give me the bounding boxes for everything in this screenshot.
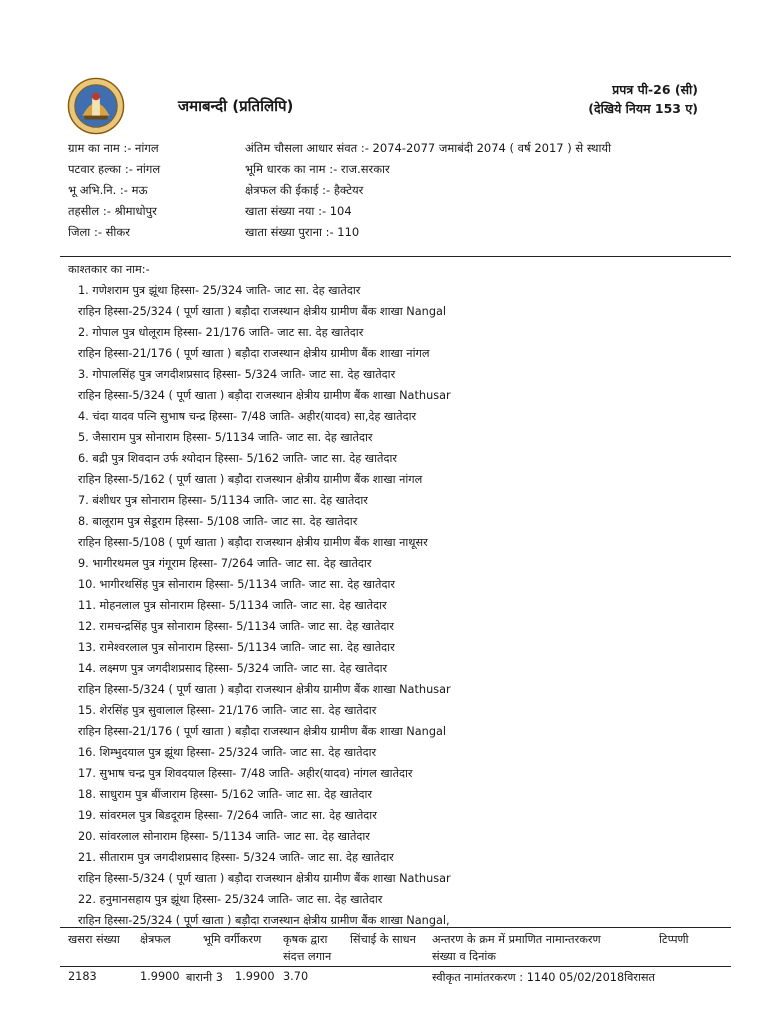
list-item: 6. बद्री पुत्र शिवदान उर्फ श्योदान हिस्सा- 5/162 जाति- जाट सा. देह खातेदार [78,452,398,465]
header-area: क्षेत्रफल [140,933,171,946]
list-item: राहिन हिस्सा-25/324 ( पूर्ण खाता ) बड़ौदा राजस्थान क्षेत्रीय ग्रामीण बैंक शाखा Nangal [78,305,447,318]
list-item: राहिन हिस्सा-25/324 ( पूर्ण खाता ) बड़ौदा राजस्थान क्षेत्रीय ग्रामीण बैंक शाखा Nangal, [78,914,450,927]
khata-number-new: खाता संख्या नया :- 104 [245,204,352,218]
list-item: राहिन हिस्सा-5/108 ( पूर्ण खाता ) बड़ौदा राजस्थान क्षेत्रीय ग्रामीण बैंक शाखा नाथूसर [78,536,428,549]
list-item: 7. बंशीधर पुत्र सोनाराम हिस्सा- 5/1134 जाति- जाट सा. देह खातेदार [78,494,368,507]
landholder-name: भूमि धारक का नाम :- राज.सरकार [245,162,390,176]
list-item: 17. सुभाष चन्द्र पुत्र शिवदयाल हिस्सा- 7/48 जाति- अहीर(यादव) नांगल खातेदार [78,767,413,780]
header-land-class: भूमि वर्गीकरण [203,933,262,946]
header-mutation-line2: संख्या व दिनांक [432,950,496,963]
list-item: 3. गोपालसिंह पुत्र जगदीशप्रसाद हिस्सा- 5/324 जाति- जाट सा. देह खातेदार [78,368,396,381]
header-mutation [432,931,601,965]
list-item: 20. सांवरलाल सोनाराम हिस्सा- 5/1134 जाति- जाट सा. देह खातेदार [78,830,370,843]
divider [60,256,731,257]
list-item: 13. रामेश्वरलाल पुत्र सोनाराम हिस्सा- 5/1134 जाति- जाट सा. देह खातेदार [78,641,395,654]
header-khasra: खसरा संख्या [68,933,120,946]
village-name: ग्राम का नाम :- नांगल [68,141,159,155]
header-mutation-line1: अन्तरण के क्रम में प्रमाणित नामान्तरकरण [432,933,601,946]
list-item: 14. लक्ष्मण पुत्र जगदीशप्रसाद हिस्सा- 5/324 जाति- जाट सा. देह खातेदार [78,662,388,675]
account-info [245,138,611,243]
list-item: 22. हनुमानसहाय पुत्र झूंथा हिस्सा- 25/324 जाति- जाट सा. देह खातेदार [78,893,383,906]
rule-reference: (देखिये नियम 153 ए) [588,101,698,116]
form-code: प्रपत्र पी-26 (सी) [612,82,698,97]
table-header-divider [60,966,731,967]
cell-mutation: स्वीकृत नामांतरकरण : 1140 05/02/2018विरासत [432,971,655,984]
header-remarks: टिप्पणी [659,933,689,946]
header-rent-line2: संदत्त लगान [283,950,332,963]
header-rent [283,931,331,965]
list-item: 5. जैसाराम पुत्र सोनाराम हिस्सा- 5/1134 जाति- जाट सा. देह खातेदार [78,431,373,444]
tehsil: तहसील :- श्रीमाधोपुर [68,204,157,218]
khata-number-old: खाता संख्या पुराना :- 110 [245,225,360,239]
cultivator-list [68,280,451,931]
list-item: 9. भागीरथमल पुत्र गंगूराम हिस्सा- 7/264 जाति- जाट सा. देह खातेदार [78,557,372,570]
list-item: राहिन हिस्सा-5/324 ( पूर्ण खाता ) बड़ौदा राजस्थान क्षेत्रीय ग्रामीण बैंक शाखा Nathusar [78,872,451,885]
cell-land-class: बारानी 3 [186,971,223,984]
list-item: 8. बालूराम पुत्र सेडूराम हिस्सा- 5/108 जाति- जाट सा. देह खातेदार [78,515,358,528]
list-item: 16. शिम्भुदयाल पुत्र झूंथा हिस्सा- 25/324 जाति- जाट सा. देह खातेदार [78,746,377,759]
cultivators-section [68,259,451,931]
header-rent-line1: कृषक द्वारा [283,933,328,946]
form-reference [588,80,698,118]
list-item: राहिन हिस्सा-5/324 ( पूर्ण खाता ) बड़ौदा राजस्थान क्षेत्रीय ग्रामीण बैंक शाखा Nathusar [78,389,451,402]
list-item: राहिन हिस्सा-5/324 ( पूर्ण खाता ) बड़ौदा राजस्थान क्षेत्रीय ग्रामीण बैंक शाखा Nathusar [78,683,451,696]
list-item: राहिन हिस्सा-21/176 ( पूर्ण खाता ) बड़ौदा राजस्थान क्षेत्रीय ग्रामीण बैंक शाखा Nangal [78,725,447,738]
list-item: 12. रामचन्द्रसिंह पुत्र सोनाराम हिस्सा- 5/1134 जाति- जाट सा. देह खातेदार [78,620,394,633]
cell-land-area: 1.9900 [235,970,275,983]
table-top-border [60,927,731,928]
list-item: 4. चंदा यादव पत्नि सुभाष चन्द्र हिस्सा- 7/48 जाति- अहीर(यादव) सा,देह खातेदार [78,410,417,423]
document-title: जमाबन्दी (प्रतिलिपि) [178,97,294,115]
list-item: राहिन हिस्सा-5/162 ( पूर्ण खाता ) बड़ौदा राजस्थान क्षेत्रीय ग्रामीण बैंक शाखा नांगल [78,473,423,486]
district: जिला :- सीकर [68,225,130,239]
list-item: 19. सांवरमल पुत्र बिडदूराम हिस्सा- 7/264 जाति- जाट सा. देह खातेदार [78,809,377,822]
patwar-halka: पटवार हल्का :- नांगल [68,162,161,176]
government-seal-icon [67,77,125,135]
cultivators-heading: काश्तकार का नाम:- [68,263,150,276]
list-item: 15. शेरसिंह पुत्र सुवालाल हिस्सा- 21/176 जाति- जाट सा. देह खातेदार [78,704,377,717]
list-item: 10. भागीरथसिंह पुत्र सोनाराम हिस्सा- 5/1134 जाति- जाट सा. देह खातेदार [78,578,396,591]
location-info [68,138,160,243]
list-item: 21. सीताराम पुत्र जगदीशप्रसाद हिस्सा- 5/324 जाति- जाट सा. देह खातेदार [78,851,394,864]
list-item: 11. मोहनलाल पुत्र सोनाराम हिस्सा- 5/1134 जाति- जाट सा. देह खातेदार [78,599,387,612]
list-item: 1. गणेशराम पुत्र झूंथा हिस्सा- 25/324 जाति- जाट सा. देह खातेदार [78,284,361,297]
cell-khasra: 2183 [68,970,97,983]
list-item: 18. साधुराम पुत्र बींजाराम हिस्सा- 5/162 जाति- जाट सा. देह खातेदार [78,788,373,801]
settlement-basis: अंतिम चौसला आधार संवत :- 2074-2077 जमाबंदी 2074 ( वर्ष 2017 ) से स्थायी [245,141,612,155]
header-irrigation: सिंचाई के साधन [350,933,416,946]
area-unit: क्षेत्रफल की ईकाई :- हैक्टेयर [245,183,364,197]
land-record-inspector: भू अभि.नि. :- मऊ [68,183,148,197]
list-item: 2. गोपाल पुत्र धोलूराम हिस्सा- 21/176 जाति- जाट सा. देह खातेदार [78,326,364,339]
cell-rent: 3.70 [283,970,309,983]
list-item: राहिन हिस्सा-21/176 ( पूर्ण खाता ) बड़ौदा राजस्थान क्षेत्रीय ग्रामीण बैंक शाखा नांगल [78,347,430,360]
cell-area: 1.9900 [140,970,180,983]
